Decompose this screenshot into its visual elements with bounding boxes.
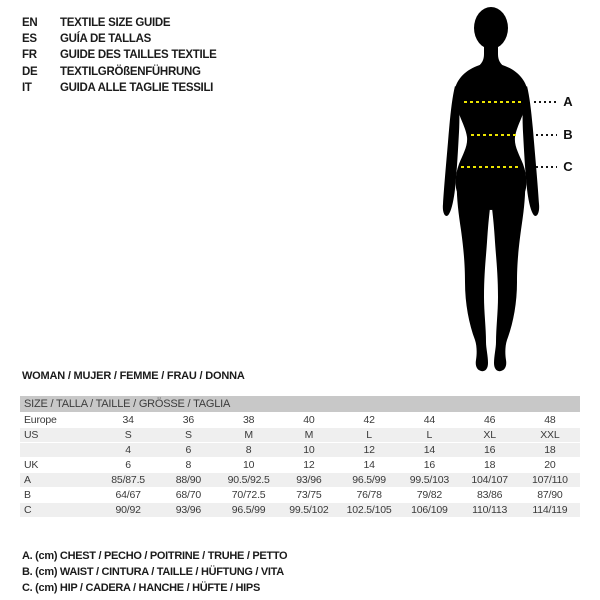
size-cell: 93/96	[279, 473, 339, 488]
row-label: UK	[20, 458, 98, 473]
legend-text: TEXTILGRÖßENFÜHRUNG	[60, 65, 201, 78]
size-cell: 42	[339, 413, 399, 428]
row-label: US	[20, 428, 98, 443]
size-cell: L	[339, 428, 399, 443]
size-cell: 8	[158, 458, 218, 473]
waist-measure-line	[471, 134, 519, 136]
size-cell: 90/92	[98, 503, 158, 518]
legend-code: ES	[22, 33, 37, 46]
row-label: Europe	[20, 413, 98, 428]
table-row	[20, 503, 580, 518]
size-cell: S	[158, 428, 218, 443]
size-table-body	[20, 413, 580, 518]
table-row	[20, 443, 580, 458]
size-cell: 20	[520, 458, 580, 473]
size-cell: 88/90	[158, 473, 218, 488]
size-cell: XXL	[520, 428, 580, 443]
size-cell: 10	[279, 443, 339, 458]
row-label: B	[20, 488, 98, 503]
legend-code: DE	[22, 65, 38, 78]
marker-label-a: A	[563, 94, 573, 109]
chest-leader-line	[534, 101, 557, 103]
size-cell: 48	[520, 413, 580, 428]
size-cell: 6	[98, 458, 158, 473]
size-cell: 96.5/99	[339, 473, 399, 488]
size-cell: 70/72.5	[219, 488, 279, 503]
woman-silhouette	[438, 2, 548, 372]
size-cell: 106/109	[399, 503, 459, 518]
size-cell: 8	[219, 443, 279, 458]
size-cell: 34	[98, 413, 158, 428]
size-cell: M	[219, 428, 279, 443]
size-table	[20, 396, 580, 518]
legend-text: GUÍA DE TALLAS	[60, 33, 151, 46]
legend-row-en	[22, 15, 217, 31]
size-cell: 104/107	[460, 473, 520, 488]
legend-row-fr	[22, 47, 217, 63]
size-cell: 10	[219, 458, 279, 473]
size-cell: 76/78	[339, 488, 399, 503]
hip-leader-line	[536, 166, 557, 168]
size-cell: 4	[98, 443, 158, 458]
silhouette-left-arm	[443, 86, 460, 216]
table-row	[20, 473, 580, 488]
size-cell: 16	[399, 458, 459, 473]
size-cell: S	[98, 428, 158, 443]
size-cell: 73/75	[279, 488, 339, 503]
legend-text: GUIDE DES TAILLES TEXTILE	[60, 49, 217, 62]
size-cell: 79/82	[399, 488, 459, 503]
hip-measure-line	[461, 166, 521, 168]
size-cell: 110/113	[460, 503, 520, 518]
legend-row-de	[22, 64, 217, 80]
row-label	[20, 443, 98, 458]
marker-label-c: C	[563, 159, 573, 174]
size-cell: 16	[460, 443, 520, 458]
size-cell: 40	[279, 413, 339, 428]
size-cell: 12	[339, 443, 399, 458]
legend-text: TEXTILE SIZE GUIDE	[60, 17, 171, 30]
footnote-hip: C. (cm) HIP / CADERA / HANCHE / HÜFTE / HIPS	[22, 582, 260, 595]
language-legend	[22, 15, 217, 96]
silhouette-right-arm	[523, 86, 540, 216]
size-cell: 14	[339, 458, 399, 473]
legend-code: IT	[22, 81, 32, 94]
size-cell: 102.5/105	[339, 503, 399, 518]
size-cell: 107/110	[520, 473, 580, 488]
table-row	[20, 488, 580, 503]
row-label: C	[20, 503, 98, 518]
table-row	[20, 413, 580, 428]
size-cell: L	[399, 428, 459, 443]
waist-leader-line	[536, 134, 557, 136]
size-cell: 12	[279, 458, 339, 473]
size-cell: 85/87.5	[98, 473, 158, 488]
legend-row-es	[22, 31, 217, 47]
legend-text: GUIDA ALLE TAGLIE TESSILI	[60, 81, 214, 94]
measure-footnotes	[22, 548, 287, 597]
table-row	[20, 428, 580, 443]
size-cell: XL	[460, 428, 520, 443]
table-header-row	[20, 396, 580, 413]
group-title: WOMAN / MUJER / FEMME / FRAU / DONNA	[22, 370, 245, 382]
size-cell: 6	[158, 443, 218, 458]
size-cell: 44	[399, 413, 459, 428]
footnote-chest: A. (cm) CHEST / PECHO / POITRINE / TRUHE / PETTO	[22, 550, 288, 562]
size-cell: 90.5/92.5	[219, 473, 279, 488]
legend-code: EN	[22, 17, 38, 30]
size-cell: 87/90	[520, 488, 580, 503]
chest-measure-line	[464, 101, 524, 103]
footnote-waist: B. (cm) WAIST / CINTURA / TAILLE / HÜFTUNG / VITA	[22, 566, 284, 579]
size-cell: 96.5/99	[219, 503, 279, 518]
table-header-label: SIZE / TALLA / TAILLE / GRÖSSE / TAGLIA	[20, 396, 580, 413]
size-cell: M	[279, 428, 339, 443]
legend-row-it	[22, 80, 217, 96]
size-cell: 14	[399, 443, 459, 458]
table-row	[20, 458, 580, 473]
size-cell: 18	[520, 443, 580, 458]
size-cell: 114/119	[520, 503, 580, 518]
size-cell: 18	[460, 458, 520, 473]
size-cell: 68/70	[158, 488, 218, 503]
size-cell: 99.5/103	[399, 473, 459, 488]
silhouette-left-leg	[457, 174, 490, 371]
row-label: A	[20, 473, 98, 488]
size-cell: 64/67	[98, 488, 158, 503]
size-cell: 46	[460, 413, 520, 428]
size-cell: 38	[219, 413, 279, 428]
size-cell: 99.5/102	[279, 503, 339, 518]
legend-code: FR	[22, 49, 37, 62]
size-cell: 36	[158, 413, 218, 428]
size-cell: 83/86	[460, 488, 520, 503]
silhouette-right-leg	[492, 174, 525, 371]
marker-label-b: B	[563, 127, 573, 142]
size-cell: 93/96	[158, 503, 218, 518]
